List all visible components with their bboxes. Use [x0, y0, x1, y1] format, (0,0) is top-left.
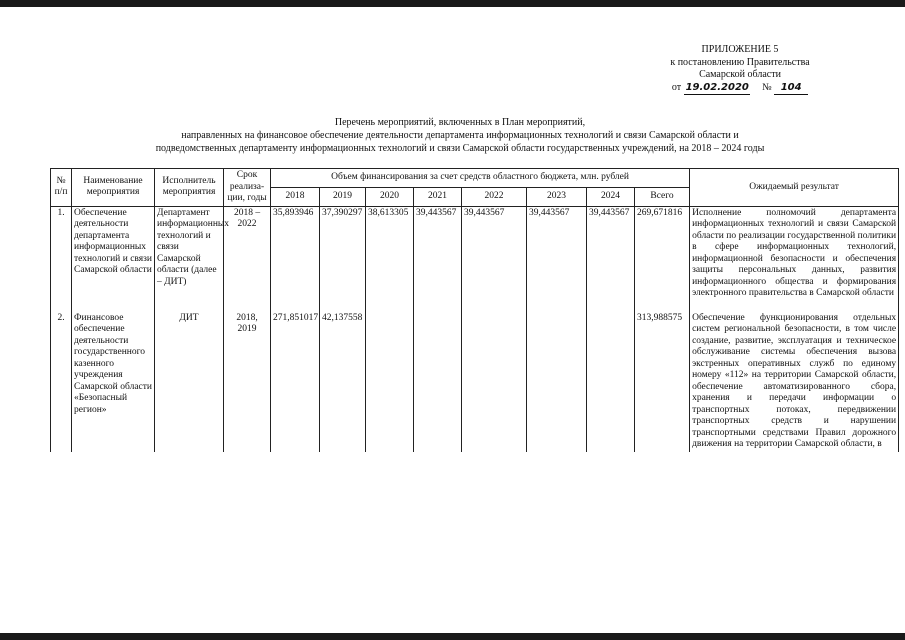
appendix-date-number — [640, 82, 840, 96]
row-num: 2. — [51, 301, 72, 452]
title-line-3: подведомственных департаменту информационных технологий и связи Самарской области государственных учреждений, на 2018 – 2024 годы — [155, 143, 765, 154]
header-year-2021: 2021 — [414, 187, 462, 206]
scan-top-border — [0, 0, 905, 7]
row-value-2020 — [366, 301, 414, 452]
row-value-2023 — [527, 301, 587, 452]
row-value-2018: 35,893946 — [271, 206, 320, 301]
header-year-2023: 2023 — [527, 187, 587, 206]
appendix-line-2: Самарской области — [699, 69, 781, 80]
number-prefix: № — [762, 81, 772, 93]
appendix-title: ПРИЛОЖЕНИЕ 5 — [701, 44, 779, 55]
row-name: Финансовое обеспечение деятельности государственного казенного учреждения Самарской области «Безопасный регион» — [72, 301, 155, 452]
header-row-1 — [51, 169, 899, 188]
row-value-2019: 42,137558 — [320, 301, 366, 452]
header-year-2019: 2019 — [320, 187, 366, 206]
row-executor: Департамент информационных технологий и связи Самарской области (далее – ДИТ) — [155, 206, 224, 301]
header-year-2018: 2018 — [271, 187, 320, 206]
document-title — [60, 116, 860, 155]
header-term: Срок реализа-ции, годы — [224, 169, 271, 207]
row-term: 2018, 2019 — [224, 301, 271, 452]
row-value-2024: 39,443567 — [587, 206, 635, 301]
measures-table — [50, 168, 899, 452]
header-num: № п/п — [51, 169, 72, 207]
row-term: 2018 – 2022 — [224, 206, 271, 301]
row-executor: ДИТ — [155, 301, 224, 452]
row-value-2022 — [462, 301, 527, 452]
date-handwritten: 19.02.2020 — [684, 82, 750, 96]
row-name: Обеспечение деятельности департамента информационных технологий и связи Самарской области — [72, 206, 155, 301]
row-value-2018: 271,851017 — [271, 301, 320, 452]
table-row — [51, 206, 899, 301]
table-row — [51, 301, 899, 452]
header-funding: Объем финансирования за счет средств областного бюджета, млн. рублей — [271, 169, 690, 188]
row-result: Обеспечение функционирования отдельных систем региональной безопасности, в том числе создание, развитие, эксплуатация и техническое обслуживание системы обеспечения вызова экстренных оперативных служб по единому номеру «112» на территории Самарской области, обеспечение автоматизированного сбора, хранения и передачи информации о транспортных потоках, передвижении транспортных средств и нарушении транспортными средствами Правил дорожного движения на территории Самарской области, в — [690, 301, 899, 452]
row-result: Исполнение полномочий департамента информационных технологий и связи Самарской области по реализации государственной политики в сфере информационных технологий, информационной безопасности и обеспечения защиты персональных данных, развития информационного общества и формирования электронного правительства в Самарской области — [690, 206, 899, 301]
title-line-2: направленных на финансовое обеспечение деятельности департамента информационных технологий и связи Самарской области и — [181, 130, 739, 141]
row-value-2021: 39,443567 — [414, 206, 462, 301]
row-value-2024 — [587, 301, 635, 452]
header-total: Всего — [635, 187, 690, 206]
date-prefix: от — [671, 81, 682, 93]
row-value-2019: 37,390297 — [320, 206, 366, 301]
row-num: 1. — [51, 206, 72, 301]
appendix-block — [640, 44, 840, 95]
scan-bottom-border — [0, 633, 905, 640]
row-value-total: 313,988575 — [635, 301, 690, 452]
header-year-2024: 2024 — [587, 187, 635, 206]
row-value-2022: 39,443567 — [462, 206, 527, 301]
row-value-2020: 38,613305 — [366, 206, 414, 301]
header-year-2020: 2020 — [366, 187, 414, 206]
number-handwritten: 104 — [774, 82, 808, 96]
title-line-1: Перечень мероприятий, включенных в План мероприятий, — [334, 117, 586, 128]
row-value-2023: 39,443567 — [527, 206, 587, 301]
header-name: Наименование мероприятия — [72, 169, 155, 207]
header-executor: Исполнитель мероприятия — [155, 169, 224, 207]
row-value-total: 269,671816 — [635, 206, 690, 301]
header-result: Ожидаемый результат — [690, 169, 899, 207]
row-value-2021 — [414, 301, 462, 452]
appendix-line-1: к постановлению Правительства — [670, 56, 810, 68]
header-year-2022: 2022 — [462, 187, 527, 206]
